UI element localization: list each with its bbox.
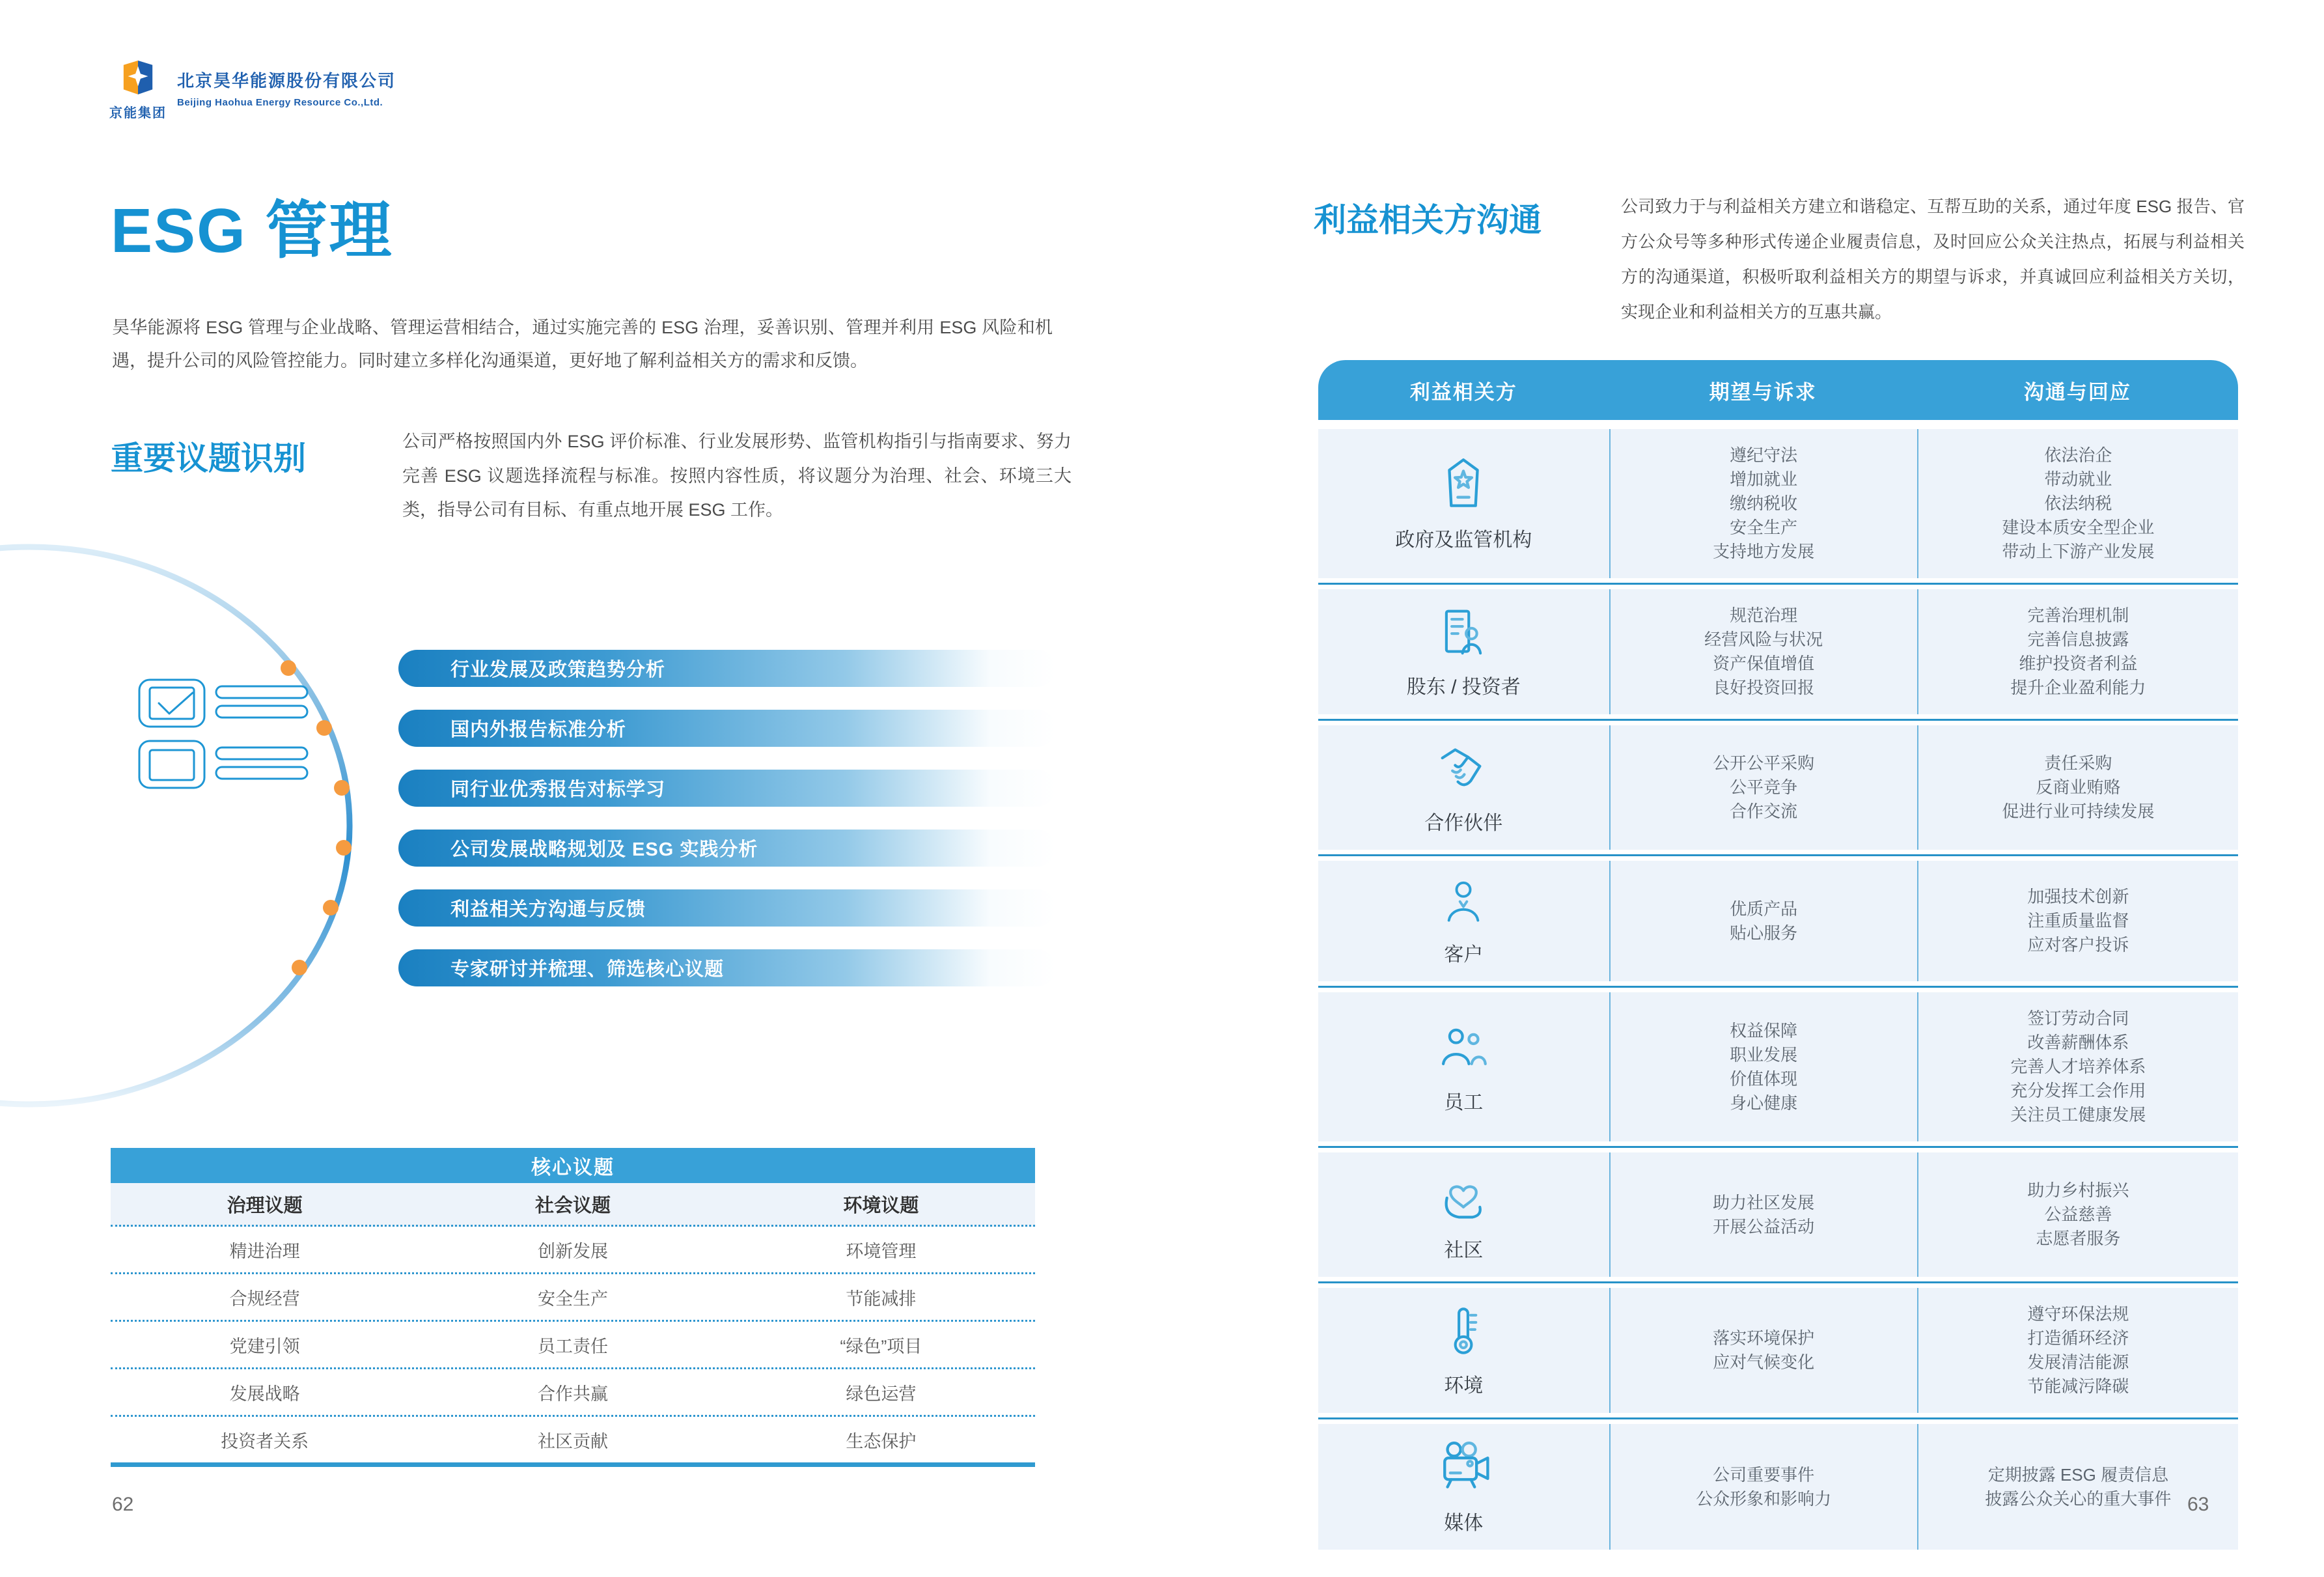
list-item: 加强技术创新 xyxy=(2027,887,2129,906)
section-body-stakeholder-communication: 公司致力于与利益相关方建立和谐稳定、互帮互助的关系，通过年度 ESG 报告、官方公众号等多种形式传递企业履责信息，及时回应公众关注热点，拓展与利益相关方的沟通渠道，积极听取利益相关方的期望与诉求，并真诚回应利益相关方关切，实现企业和利益相关方的互惠共赢。 xyxy=(1621,197,2245,322)
stakeholder-name: 媒体 xyxy=(1444,1513,1484,1534)
responses-cell xyxy=(1917,992,2238,1141)
handshake-icon xyxy=(1434,740,1493,802)
company-logo-icon xyxy=(120,59,156,100)
core-topic-cell: 合规经营 xyxy=(229,1289,300,1309)
list-item: 公众形象和影响力 xyxy=(1696,1488,1832,1509)
list-item: 提升企业盈利能力 xyxy=(2010,678,2146,697)
core-topic-cell: “绿色”项目 xyxy=(840,1336,922,1356)
core-topic-cell: 节能减排 xyxy=(846,1289,917,1309)
expectations-cell xyxy=(1609,1424,1917,1550)
logo-group-name: 京能集团 xyxy=(109,106,167,120)
core-topics-column-header: 环境议题 xyxy=(843,1195,919,1216)
core-topics-column-headers xyxy=(111,1183,1035,1227)
responses-cell xyxy=(1917,429,2238,578)
list-item: 发展清洁能源 xyxy=(2027,1352,2129,1372)
core-topics-table xyxy=(111,1148,1035,1467)
shareholder-icon xyxy=(1435,605,1492,665)
government-icon xyxy=(1433,455,1493,518)
stakeholder-name: 社区 xyxy=(1444,1240,1484,1261)
stakeholder-cell xyxy=(1318,589,1609,714)
company-name-en: Beijing Haohua Energy Resource Co.,Ltd. xyxy=(177,97,383,108)
list-item: 定期披露 ESG 履责信息 xyxy=(1987,1464,2169,1485)
list-item: 身心健康 xyxy=(1730,1093,1798,1113)
list-item: 注重质量监督 xyxy=(2027,911,2129,930)
list-item: 助力乡村振兴 xyxy=(2027,1180,2129,1200)
company-logo xyxy=(109,59,396,121)
responses-cell xyxy=(1917,1152,2238,1277)
list-item: 权益保障 xyxy=(1730,1020,1798,1040)
stakeholder-table xyxy=(1318,360,2238,1561)
core-topics-column-header: 治理议题 xyxy=(227,1195,303,1216)
list-item: 缴纳税收 xyxy=(1730,494,1798,513)
core-topic-cell: 员工责任 xyxy=(537,1336,608,1356)
stakeholder-cell xyxy=(1318,992,1609,1141)
core-topics-row xyxy=(111,1322,1035,1369)
list-item: 完善人才培养体系 xyxy=(2010,1057,2146,1076)
core-topic-cell: 精进治理 xyxy=(229,1241,300,1261)
core-topic-cell: 安全生产 xyxy=(537,1289,608,1309)
list-item: 公平竞争 xyxy=(1730,777,1798,797)
list-item: 助力社区发展 xyxy=(1713,1192,1815,1212)
list-item: 充分发挥工会作用 xyxy=(2010,1081,2146,1100)
list-item: 应对气候变化 xyxy=(1713,1352,1815,1372)
stakeholder-cell xyxy=(1318,725,1609,850)
stakeholder-column-header: 利益相关方 xyxy=(1409,380,1517,404)
core-topics-rows xyxy=(111,1227,1035,1467)
page-number-left: 62 xyxy=(112,1494,134,1515)
list-item: 关注员工健康发展 xyxy=(2010,1105,2146,1124)
expectations-cell xyxy=(1609,589,1917,714)
list-item: 安全生产 xyxy=(1730,518,1798,537)
list-item: 完善治理机制 xyxy=(2027,606,2129,625)
stakeholder-table-rows xyxy=(1318,429,2238,1550)
process-step-bar: 公司发展战略规划及 ESG 实践分析 xyxy=(398,830,1056,867)
stakeholder-row xyxy=(1318,992,2238,1141)
stakeholder-cell xyxy=(1318,429,1609,578)
stakeholder-row xyxy=(1318,1424,2238,1550)
stakeholder-row xyxy=(1318,429,2238,578)
stakeholder-name: 政府及监管机构 xyxy=(1395,529,1532,551)
list-item: 节能减污降碳 xyxy=(2027,1376,2129,1396)
list-item: 责任采购 xyxy=(2044,753,2112,773)
list-item: 带动就业 xyxy=(2044,469,2112,489)
stakeholder-row xyxy=(1318,861,2238,981)
environment-icon xyxy=(1435,1304,1492,1364)
process-steps xyxy=(398,650,1056,1009)
stakeholder-name: 股东 / 投资者 xyxy=(1406,676,1521,698)
list-item: 公开公平采购 xyxy=(1713,753,1815,773)
list-item: 支持地方发展 xyxy=(1713,542,1815,561)
responses-cell xyxy=(1917,1424,2238,1550)
expectations-cell xyxy=(1609,992,1917,1141)
stakeholder-cell xyxy=(1318,1152,1609,1277)
list-item: 应对客户投诉 xyxy=(2027,935,2129,955)
expectations-cell xyxy=(1609,1288,1917,1413)
intro-paragraph: 昊华能源将 ESG 管理与企业战略、管理运营相结合，通过实施完善的 ESG 治理，妥善识别、管理并利用 ESG 风险和机遇，提升公司的风险管控能力。同时建立多样化沟通渠道，更好地了解利益相关方的需求和反馈。 xyxy=(112,318,1053,371)
page-number-right: 63 xyxy=(2187,1494,2209,1515)
list-item: 公司重要事件 xyxy=(1713,1464,1815,1485)
core-topics-row xyxy=(111,1227,1035,1274)
stakeholder-name: 员工 xyxy=(1444,1092,1484,1113)
expectations-cell xyxy=(1609,861,1917,981)
core-topic-cell: 创新发展 xyxy=(537,1241,608,1261)
list-item: 价值体现 xyxy=(1730,1068,1798,1089)
stakeholder-table-header xyxy=(1318,360,2238,420)
process-step-bar: 同行业优秀报告对标学习 xyxy=(398,770,1056,807)
stakeholder-row xyxy=(1318,725,2238,850)
core-topic-cell: 发展战略 xyxy=(229,1384,300,1404)
core-topic-cell: 社区贡献 xyxy=(537,1431,608,1451)
section-heading-stakeholder-communication: 利益相关方沟通 xyxy=(1314,202,1542,238)
stakeholder-column-header: 期望与诉求 xyxy=(1709,380,1817,404)
stakeholder-name: 合作伙伴 xyxy=(1424,813,1503,834)
list-item: 遵守环保法规 xyxy=(2027,1304,2129,1324)
company-name-cn: 北京昊华能源股份有限公司 xyxy=(177,71,396,91)
list-item: 增加就业 xyxy=(1730,469,1798,489)
list-item: 完善信息披露 xyxy=(2027,630,2129,649)
list-item: 打造循环经济 xyxy=(2027,1328,2129,1348)
list-item: 开展公益活动 xyxy=(1713,1216,1815,1236)
core-topics-row xyxy=(111,1274,1035,1322)
list-item: 带动上下游产业发展 xyxy=(2002,542,2155,561)
process-step-bar: 行业发展及政策趋势分析 xyxy=(398,650,1056,687)
core-topic-cell: 绿色运营 xyxy=(846,1384,917,1404)
list-item: 志愿者服务 xyxy=(2036,1229,2121,1248)
stakeholder-cell xyxy=(1318,1424,1609,1550)
core-topic-cell: 环境管理 xyxy=(846,1241,917,1261)
process-step-bar: 专家研讨并梳理、筛选核心议题 xyxy=(398,949,1056,986)
list-item: 贴心服务 xyxy=(1730,923,1798,943)
list-item: 依法治企 xyxy=(2044,445,2112,465)
core-topic-cell: 生态保护 xyxy=(846,1431,917,1451)
stakeholder-cell xyxy=(1318,861,1609,981)
page-title: ESG 管理 xyxy=(111,196,393,266)
list-item: 职业发展 xyxy=(1730,1044,1798,1065)
expectations-cell xyxy=(1609,1152,1917,1277)
stakeholder-row xyxy=(1318,1152,2238,1277)
stakeholder-row xyxy=(1318,589,2238,714)
stakeholder-row xyxy=(1318,1288,2238,1413)
list-item: 落实环境保护 xyxy=(1713,1328,1815,1348)
core-topics-column-header: 社会议题 xyxy=(534,1195,611,1216)
core-topic-cell: 合作共赢 xyxy=(537,1384,608,1404)
core-topics-row xyxy=(111,1417,1035,1467)
core-topics-row xyxy=(111,1369,1035,1417)
stakeholder-cell xyxy=(1318,1288,1609,1413)
list-item: 依法纳税 xyxy=(2044,494,2112,513)
community-icon xyxy=(1434,1167,1493,1229)
core-topics-title: 核心议题 xyxy=(111,1148,1035,1183)
checklist-icon xyxy=(138,678,314,789)
responses-cell xyxy=(1917,861,2238,981)
list-item: 反商业贿赂 xyxy=(2036,777,2121,797)
core-topic-cell: 党建引领 xyxy=(229,1336,300,1356)
media-icon xyxy=(1433,1438,1493,1501)
list-item: 签订劳动合同 xyxy=(2027,1009,2129,1028)
responses-cell xyxy=(1917,1288,2238,1413)
list-item: 促进行业可持续发展 xyxy=(2002,802,2155,821)
stakeholder-name: 客户 xyxy=(1444,944,1484,966)
list-item: 良好投资回报 xyxy=(1713,678,1815,697)
customer-icon xyxy=(1436,875,1491,933)
list-item: 遵纪守法 xyxy=(1730,445,1798,465)
employee-icon xyxy=(1434,1019,1493,1081)
list-item: 优质产品 xyxy=(1730,899,1798,919)
section-heading-topic-identification: 重要议题识别 xyxy=(111,440,306,477)
list-item: 经营风险与状况 xyxy=(1704,630,1823,649)
list-item: 披露公众关心的重大事件 xyxy=(1985,1488,2172,1509)
stakeholder-column-header: 沟通与回应 xyxy=(2023,380,2131,404)
section-body-topic-identification: 公司严格按照国内外 ESG 评价标准、行业发展形势、监管机构指引与指南要求、努力完善 ESG 议题选择流程与标准。按照内容性质，将议题分为治理、社会、环境三大类，指导公司有目标、有重点地开展 ESG 工作。 xyxy=(402,432,1072,520)
process-circle-diagram xyxy=(0,533,422,1138)
process-step-bar: 利益相关方沟通与反馈 xyxy=(398,889,1056,927)
list-item: 改善薪酬体系 xyxy=(2027,1033,2129,1052)
list-item: 资产保值增值 xyxy=(1713,654,1815,673)
responses-cell xyxy=(1917,589,2238,714)
stakeholder-name: 环境 xyxy=(1444,1375,1484,1397)
list-item: 公益慈善 xyxy=(2044,1205,2112,1224)
list-item: 规范治理 xyxy=(1730,606,1798,625)
list-item: 建设本质安全型企业 xyxy=(2002,518,2155,537)
expectations-cell xyxy=(1609,429,1917,578)
list-item: 维护投资者利益 xyxy=(2019,654,2138,673)
responses-cell xyxy=(1917,725,2238,850)
core-topic-cell: 投资者关系 xyxy=(221,1431,309,1451)
process-step-bar: 国内外报告标准分析 xyxy=(398,710,1056,747)
expectations-cell xyxy=(1609,725,1917,850)
list-item: 合作交流 xyxy=(1730,802,1798,821)
